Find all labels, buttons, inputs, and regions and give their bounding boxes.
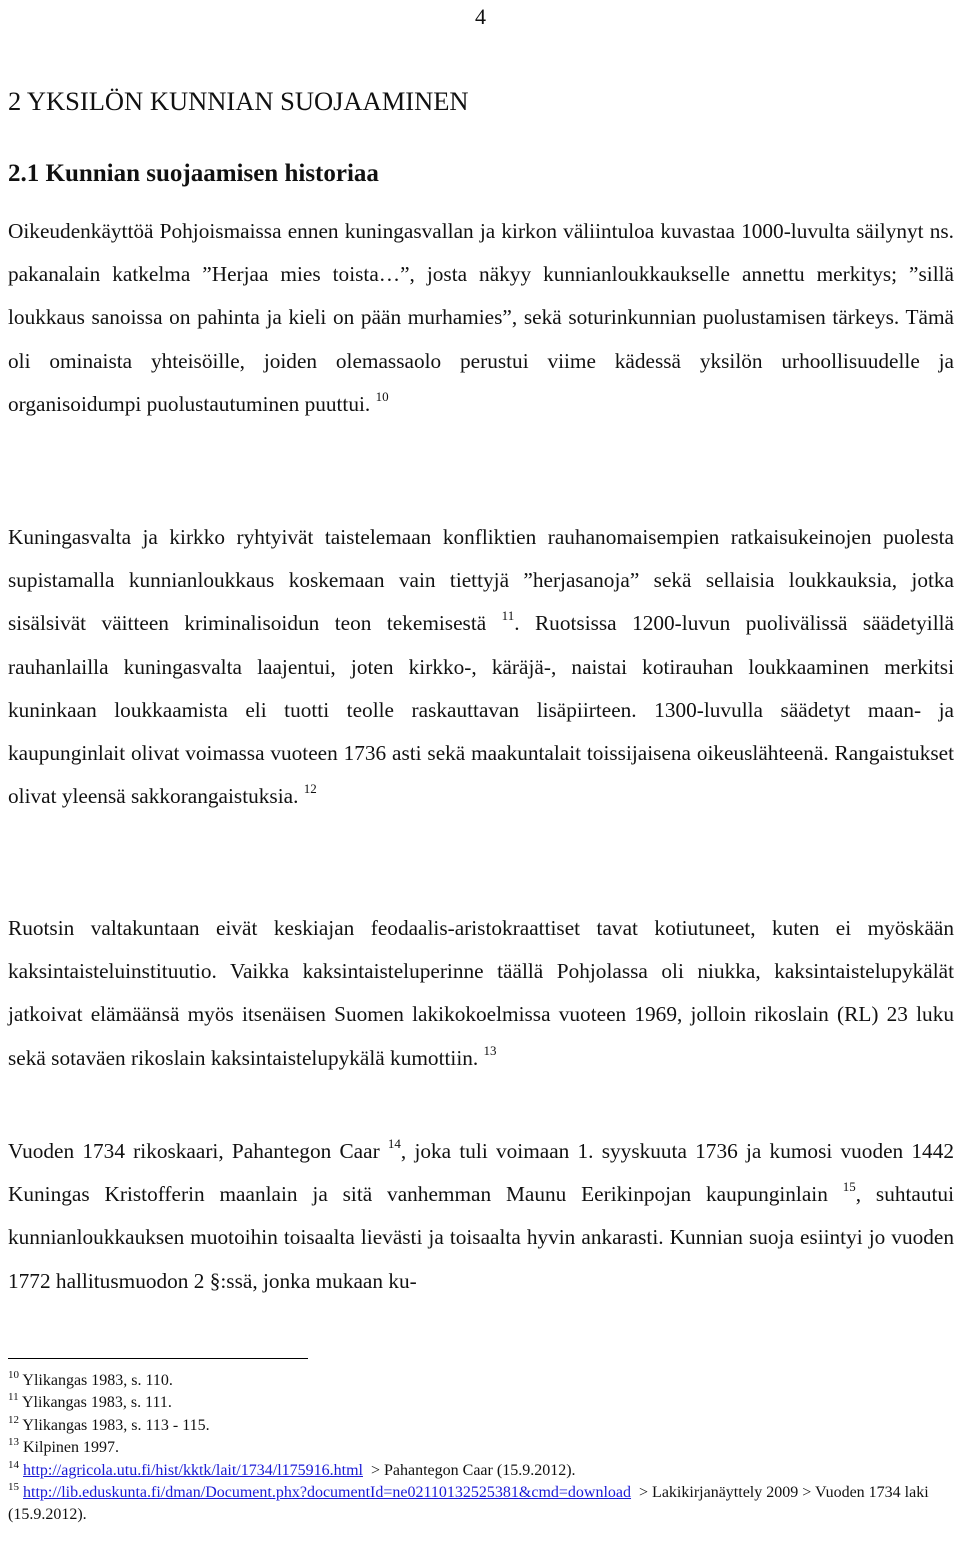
paragraph-text: Ruotsin valtakuntaan eivät keskiajan feodaalis-aristokraattiset tavat kotiutuneet, kuten ei myöskään kaksintaisteluinstituutio. Vaikka kaksintaisteluperinne täällä Pohjolassa oli niukka, kaksintaistelupykälät jatkoivat elämäänsä myös itsenäisen Suomen lakikokoelmissa vuoteen 1969, jolloin rikoslain (RL) 23 luku sekä sotaväen rikoslain kaksintaistelupykälä kumottiin. bbox=[8, 916, 954, 1070]
paragraph-2 bbox=[8, 516, 954, 818]
footnote-reference[interactable]: 15 bbox=[842, 1179, 856, 1195]
footnote-number: 12 bbox=[8, 1413, 19, 1426]
footnote-text: Ylikangas 1983, s. 113 - 115. bbox=[22, 1416, 210, 1434]
chapter-title: 2 YKSILÖN KUNNIAN SUOJAAMINEN bbox=[8, 86, 469, 116]
footnote-separator bbox=[8, 1358, 308, 1359]
paragraph-text: , joka tuli voimaan 1. syyskuuta 1736 ja kumosi vuoden 1442 Kuningas Kristofferin maanlain ja sitä vanhemman Maunu Eerikinpojan kaupunginlain bbox=[8, 1139, 955, 1207]
footnote-number: 15 bbox=[8, 1481, 19, 1494]
footnote-text: Kilpinen 1997. bbox=[23, 1439, 119, 1457]
footnote-item bbox=[8, 1392, 954, 1414]
footnote-reference[interactable]: 13 bbox=[483, 1042, 497, 1058]
footnote-reference[interactable]: 12 bbox=[303, 781, 317, 797]
footnote-link[interactable]: http://agricola.utu.fi/hist/kktk/lait/1734/l175916.html bbox=[23, 1461, 363, 1479]
footnote-item bbox=[8, 1370, 954, 1392]
footnote-item bbox=[8, 1460, 954, 1482]
footnote-number: 14 bbox=[8, 1458, 19, 1471]
footnote-reference[interactable]: 14 bbox=[387, 1136, 401, 1151]
paragraph-text: . Ruotsissa 1200-luvun puolivälissä säädetyillä rauhanlailla kuningasvalta laajentui, joten kirkko-, käräjä-, naistai kotirauhan loukkaaminen merkitsi kuninkaan loukkaamista eli tuotti teolle raskauttavan lisäpiirteen. 1300-luvulla säädetyt maan- ja kaupunginlait olivat voimassa vuoteen 1736 asti sekä maakuntalait toissijaisena oikeuslähteenä. Rangaistukset olivat yleensä sakkorangaistuksia. bbox=[8, 611, 954, 809]
footnote-reference[interactable]: 10 bbox=[375, 388, 389, 404]
footnote-number: 11 bbox=[8, 1391, 19, 1404]
footnote-text: > Pahantegon Caar (15.9.2012). bbox=[370, 1461, 576, 1479]
footnote-item bbox=[8, 1482, 954, 1527]
footnote-item bbox=[8, 1437, 954, 1459]
paragraph-text: Vuoden 1734 rikoskaari, Pahantegon Caar bbox=[8, 1139, 380, 1163]
paragraph-text: Kuningasvalta ja kirkko ryhtyivät taistelemaan konfliktien rauhanomaisempien ratkaisukeinojen puolesta supistamalla kunnianloukkaus koskemaan vain tiettyjä ”herjasanoja” sekä sellaisia loukkauksia, jotka sisälsivät väitteen kriminalisoidun teon tekemisestä bbox=[8, 525, 954, 636]
page-number: 4 bbox=[475, 4, 486, 29]
paragraph-4 bbox=[8, 1130, 954, 1303]
footnote-list bbox=[8, 1370, 954, 1527]
footnote-item bbox=[8, 1415, 954, 1437]
paragraph-1 bbox=[8, 210, 954, 426]
footnote-text: Ylikangas 1983, s. 111. bbox=[22, 1394, 172, 1412]
paragraph-text: Oikeudenkäyttöä Pohjoismaissa ennen kuningasvallan ja kirkon väliintuloa kuvastaa 1000-luvulta säilynyt ns. pakanalain katkelma ”Herjaa mies toista…”, josta näkyy kunnianloukkaukselle annettu merkitys; ”sillä loukkaus sanoissa on pahinta ja kieli on pään murhamies”, sekä soturinkunnian puolustamisen tärkeys. Tämä oli ominaista yhteisöille, joiden olemassaolo perustui viime kädessä yksilön urhoollisuudelle ja organisoidumpi puolustautuminen puuttui. bbox=[8, 219, 954, 416]
section-title: 2.1 Kunnian suojaamisen historiaa bbox=[8, 160, 379, 187]
footnote-reference[interactable]: 11 bbox=[501, 608, 515, 624]
footnote-text: > Lakikirjanäyttely 2009 > Vuoden 1734 laki (15.9.2012). bbox=[8, 1484, 929, 1524]
footnote-number: 10 bbox=[8, 1369, 19, 1381]
paragraph-3 bbox=[8, 907, 954, 1080]
paragraph-text: , suhtautui kunnianloukkauksen muotoihin toisaalta lievästi ja toisaalta hyvin ankarasti. Kunnian suoja esiintyi jo vuoden 1772 hallitusmuodon 2 §:ssä, jonka mukaan ku- bbox=[8, 1182, 954, 1293]
footnote-text: Ylikangas 1983, s. 110. bbox=[22, 1372, 173, 1389]
footnote-link[interactable]: http://lib.eduskunta.fi/dman/Document.phx?documentId=ne02110132525381&cmd=download bbox=[23, 1484, 632, 1502]
footnote-number: 13 bbox=[8, 1436, 19, 1449]
